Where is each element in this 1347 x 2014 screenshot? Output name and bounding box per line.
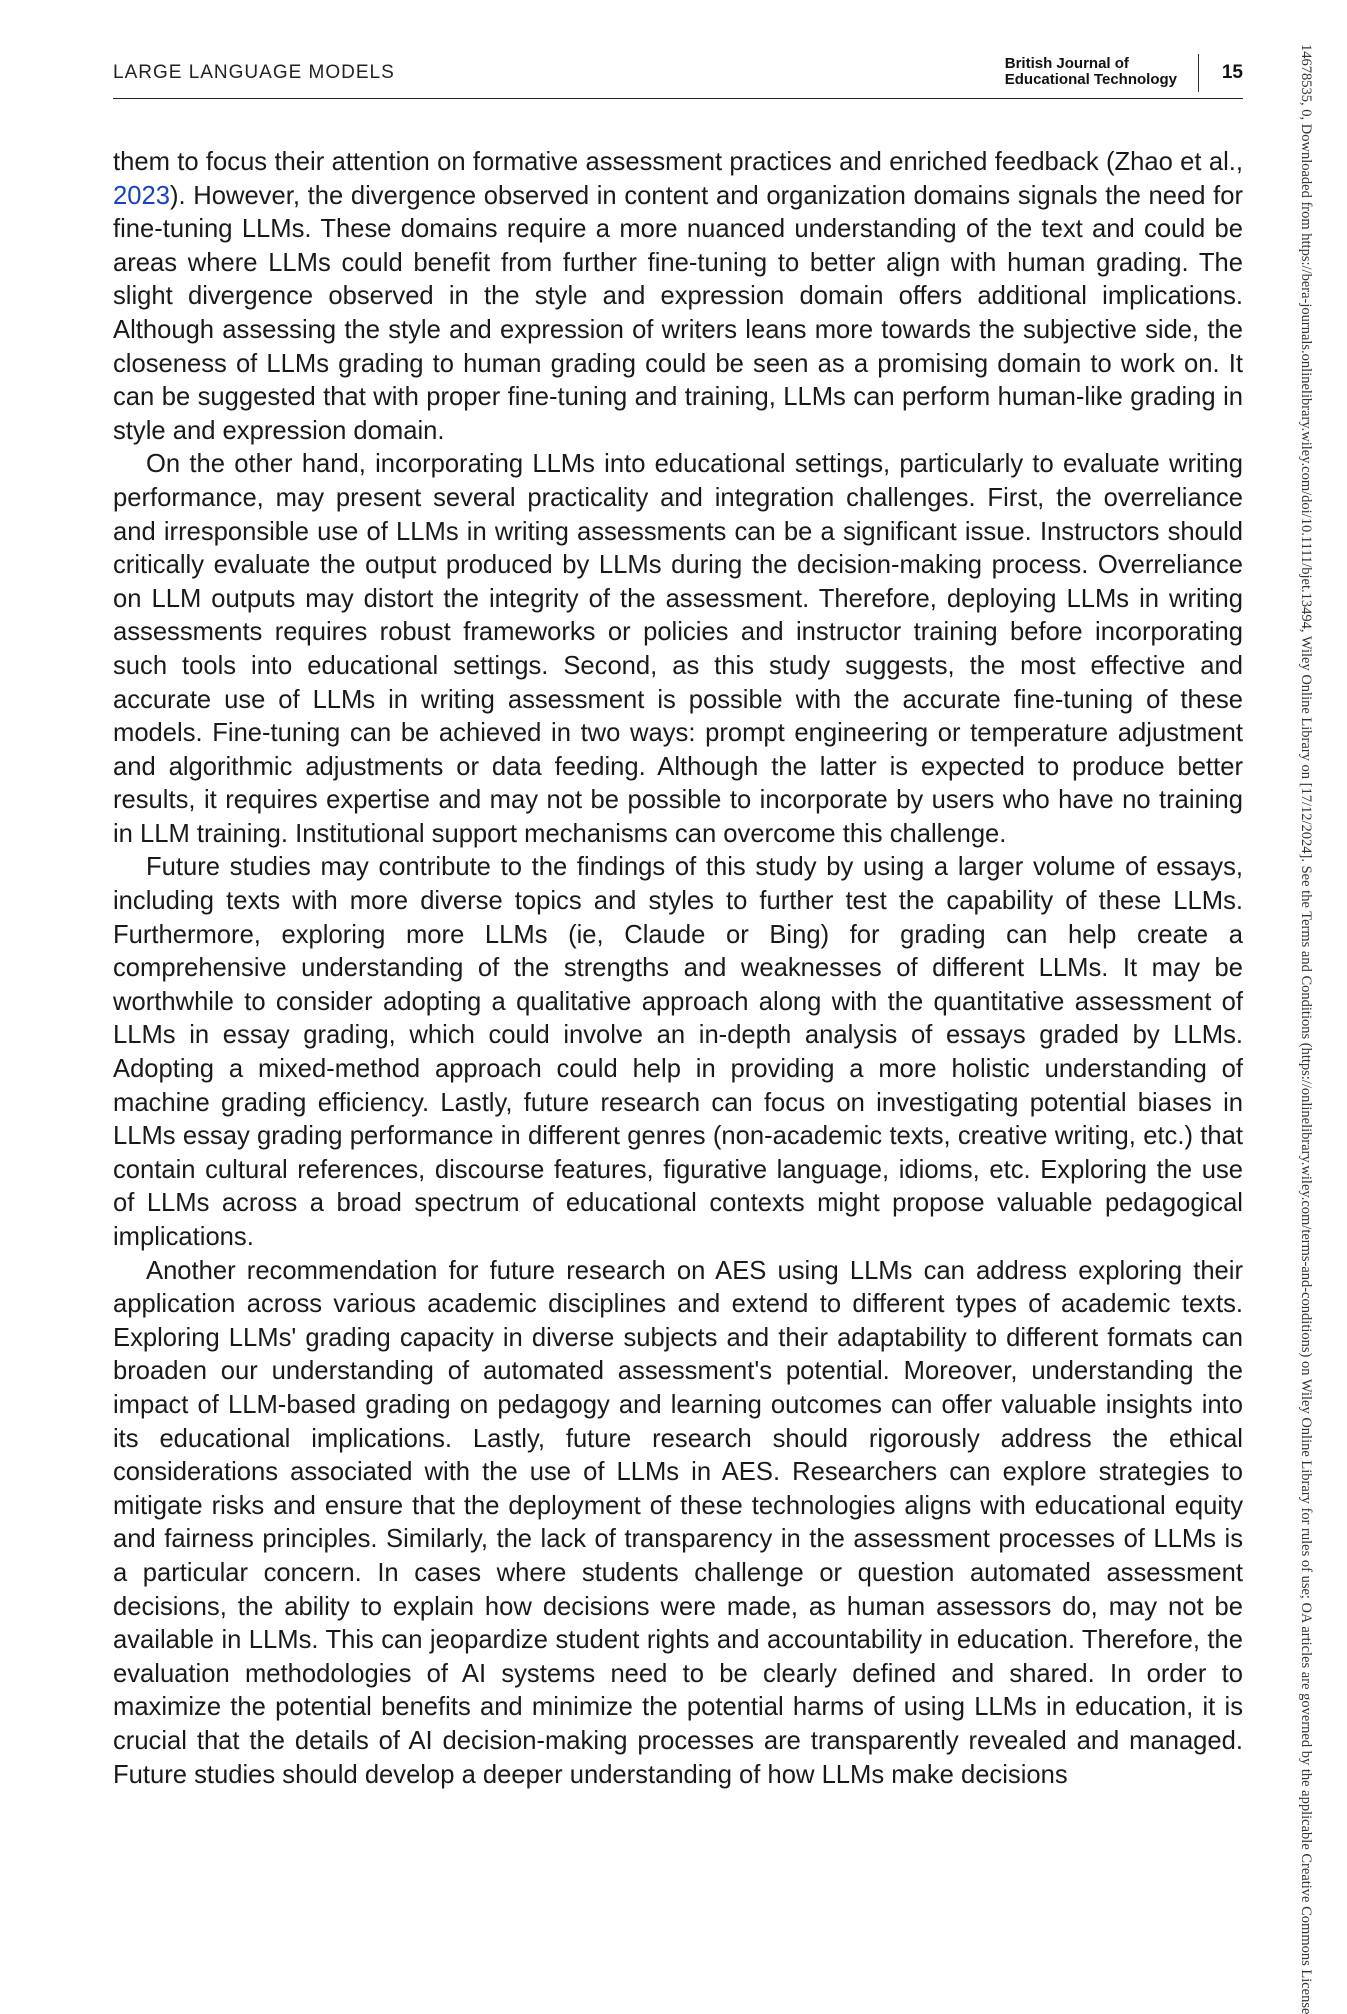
body-paragraph — [113, 1255, 1243, 1793]
running-header — [113, 50, 1243, 99]
paragraph-text: On the other hand, incorporating LLMs into educational settings, particularly to evaluate writing performance, may present several practicality and integration challenges. First, the overreliance and irresponsible use of LLMs in writing assessments can be a significant issue. Instructors should critically evaluate the output produced by LLMs during the decision-making process. Overreliance on LLM outputs may distort the integrity of the assessment. Therefore, deploying LLMs in writing assessments requires robust frameworks or policies and instructor training before incorporating such tools into educational settings. Second, as this study suggests, the most effective and accurate use of LLMs in writing assessment is possible with the accurate fine-tuning of these models. Fine-tuning can be achieved in two ways: prompt engineering or temperature adjustment and algorithmic adjustments or data feeding. Although the latter is expected to produce better results, it requires expertise and may not be possible to incorporate by users who have no training in LLM training. Institutional support mechanisms can overcome this challenge. — [113, 450, 1243, 848]
journal-title-line-2: Educational Technology — [1004, 71, 1177, 88]
body-text — [113, 146, 1243, 1792]
page-number: 15 — [1221, 62, 1243, 83]
body-paragraph — [113, 146, 1243, 448]
citation-link[interactable]: 2023 — [113, 181, 170, 210]
body-paragraph — [113, 448, 1243, 851]
paragraph-text: Future studies may contribute to the findings of this study by using a larger volume of essays, including texts with more diverse topics and styles to further test the capability of these LLMs. Furthermore, exploring more LLMs (ie, Claude or Bing) for grading can help create a comprehensive understanding of the strengths and weaknesses of different LLMs. It may be worthwhile to consider adopting a qualitative approach along with the quantitative assessment of LLMs in essay grading, which could involve an in-depth analysis of essays graded by LLMs. Adopting a mixed-method approach could help in providing a more holistic understanding of machine grading efficiency. Lastly, future research can focus on investigating potential biases in LLMs essay grading performance in different genres (non-academic texts, creative writing, etc.) that contain cultural references, discourse features, figurative language, idioms, etc. Exploring the use of LLMs across a broad spectrum of educational contexts might propose valuable pedagogical implications. — [113, 853, 1243, 1251]
paragraph-text: ). However, the divergence observed in content and organization domains signals the need for fine-tuning LLMs. These domains require a more nuanced understanding of the text and could be areas where LLMs could benefit from further fine-tuning to better align with human grading. The slight divergence observed in the style and expression domain offers additional implications. Although assessing the style and expression of writers leans more towards the subjective side, the closeness of LLMs grading to human grading could be seen as a promising domain to work on. It can be suggested that with proper fine-tuning and training, LLMs can perform human-like grading in style and expression domain. — [113, 181, 1243, 445]
body-paragraph — [113, 851, 1243, 1254]
journal-title — [1005, 56, 1177, 88]
paragraph-text: Another recommendation for future research on AES using LLMs can address exploring their application across various academic disciplines and extend to different types of academic texts. Exploring LLMs' grading capacity in diverse subjects and their adaptability to different formats can broaden our understanding of automated assessment's potential. Moreover, understanding the impact of LLM-based grading on pedagogy and learning outcomes can offer valuable insights into its educational implications. Lastly, future research should rigorously address the ethical considerations associated with the use of LLMs in AES. Researchers can explore strategies to mitigate risks and ensure that the deployment of these technologies aligns with educational equity and fairness principles. Similarly, the lack of transparency in the assessment processes of LLMs is a particular concern. In cases where students challenge or question automated assessment decisions, the ability to explain how decisions were made, as human assessors do, may not be available in LLMs. This can jeopardize student rights and accountability in education. Therefore, the evaluation methodologies of AI systems need to be clearly defined and shared. In order to maximize the potential benefits and minimize the potential harms of using LLMs in education, it is crucial that the details of AI decision-making processes are transparently revealed and managed. Future studies should develop a deeper understanding of how LLMs make decisions — [113, 1256, 1243, 1789]
section-label: LARGE LANGUAGE MODELS — [113, 62, 395, 83]
header-divider — [1198, 54, 1199, 92]
download-notice: 14678535, 0, Downloaded from https://bera-journals.onlinelibrary.wiley.com/doi/10.1111/bjet.13494, Wiley Online Library on [17/12/2024]. See the Terms and Conditions (https://onlinelibrary.wiley.com/terms-and-conditions) on Wiley Online Library for rules of use; OA articles are governed by the applicable Creative Commons License — [1298, 44, 1314, 2014]
journal-title-line-1: British Journal of — [1004, 55, 1129, 72]
paragraph-text: them to focus their attention on formative assessment practices and enriched feedback (Zhao et al., — [113, 148, 1243, 176]
